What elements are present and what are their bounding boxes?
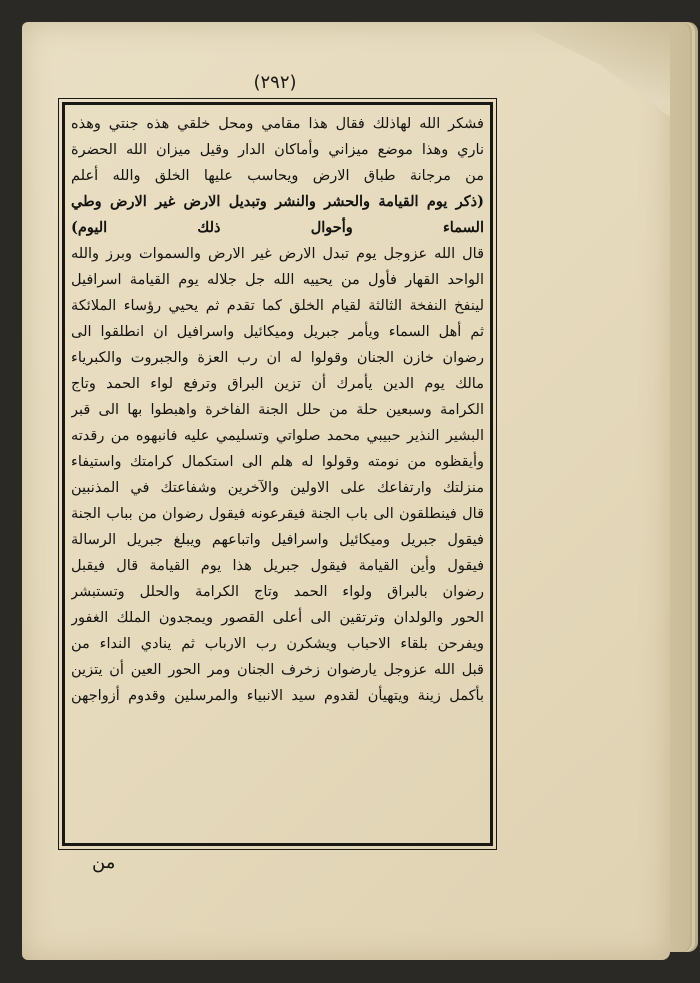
text-line: لينفخ النفخة الثالثة لقيام الخلق كما تقدم ثم يحيي رؤساء الملائكة	[71, 298, 484, 314]
text-line: رضوان بالبراق ولواء الحمد وتاج الكرامة والحلل وتستبشر	[71, 584, 484, 600]
page-number: (٢٩٢)	[253, 72, 297, 93]
text-line: رضوان خازن الجنان وقولوا له ان رب العزة والجبروت والكبرياء	[71, 350, 484, 366]
text-line: قال الله عزوجل يوم تبدل الارض غير الارض والسموات وبرز والله	[71, 246, 484, 262]
text-line: من مرجانة طباق الارض ويحاسب عليها الخلق والله أعلم	[71, 168, 484, 184]
text-line: بأكمل زينة ويتهيأن لقدوم سيد الانبياء والمرسلين وقدوم أزواجهن	[71, 688, 484, 704]
text-line: البشير النذير حبيبي محمد صلواتي وتسليمي عليه فانبهوه من رقدته	[71, 428, 484, 444]
text-line: فيقول جبريل وميكائيل واسرافيل واتباعهم ويبلغ جبريل الرسالة	[71, 532, 484, 548]
section-heading-line: (ذكر يوم القيامة والحشر والنشر وتبديل الارض غير الارض وطي	[71, 193, 484, 210]
text-frame	[62, 102, 493, 846]
text-line: وأيقظوه من نومته وقولوا له هلم الى استكمال كرامتك واستيفاء	[71, 454, 484, 470]
text-line: الكرامة وسبعين حلة من حلل الجنة الفاخرة واهبطوا بها الى قبر	[71, 402, 484, 418]
text-line: الواحد القهار فأول من يحييه الله جل جلاله يوم القيامة اسرافيل	[71, 272, 484, 288]
text-line: فشكر الله لهاذلك فقال هذا مقامي ومحل خلقي هذه جنتي وهذه	[71, 116, 484, 132]
section-heading-line: السماء وأحوال ذلك اليوم)	[71, 219, 484, 236]
text-block	[71, 111, 484, 837]
text-line: مالك يوم الدين يأمرك أن تزين البراق وترفع لواء الحمد وتاج	[71, 376, 484, 392]
text-line: فيقول وأين القيامة فيقول جبريل هذا يوم القيامة قال فيقبل	[71, 558, 484, 574]
text-line: الحور والولدان وترتقين الى أعلى القصور ويمجدون الملك الغفور	[71, 610, 484, 626]
text-line: ناري وهذا موضع ميزاني وأماكان الدار وقيل ميزان الله الحضرة	[71, 142, 484, 158]
text-line: قبل الله عزوجل يارضوان زخرف الجنان ومر الحور العين أن يتزين	[71, 662, 484, 678]
catchword: من	[92, 852, 116, 873]
text-line: منزلتك وارتفاعك على الاولين والآخرين وشفاعتك في المذنبين	[71, 480, 484, 496]
text-line: قال فينطلقون الى باب الجنة فيقرعونه فيقول رضوان من بباب الجنة	[71, 506, 484, 522]
text-line: ثم أهل السماء ويأمر جبريل وميكائيل واسرافيل ان انطلقوا الى	[71, 324, 484, 340]
text-line: ويفرحن بلقاء الاحباب ويشكرن رب الارباب ثم ينادي النداء من	[71, 636, 484, 652]
